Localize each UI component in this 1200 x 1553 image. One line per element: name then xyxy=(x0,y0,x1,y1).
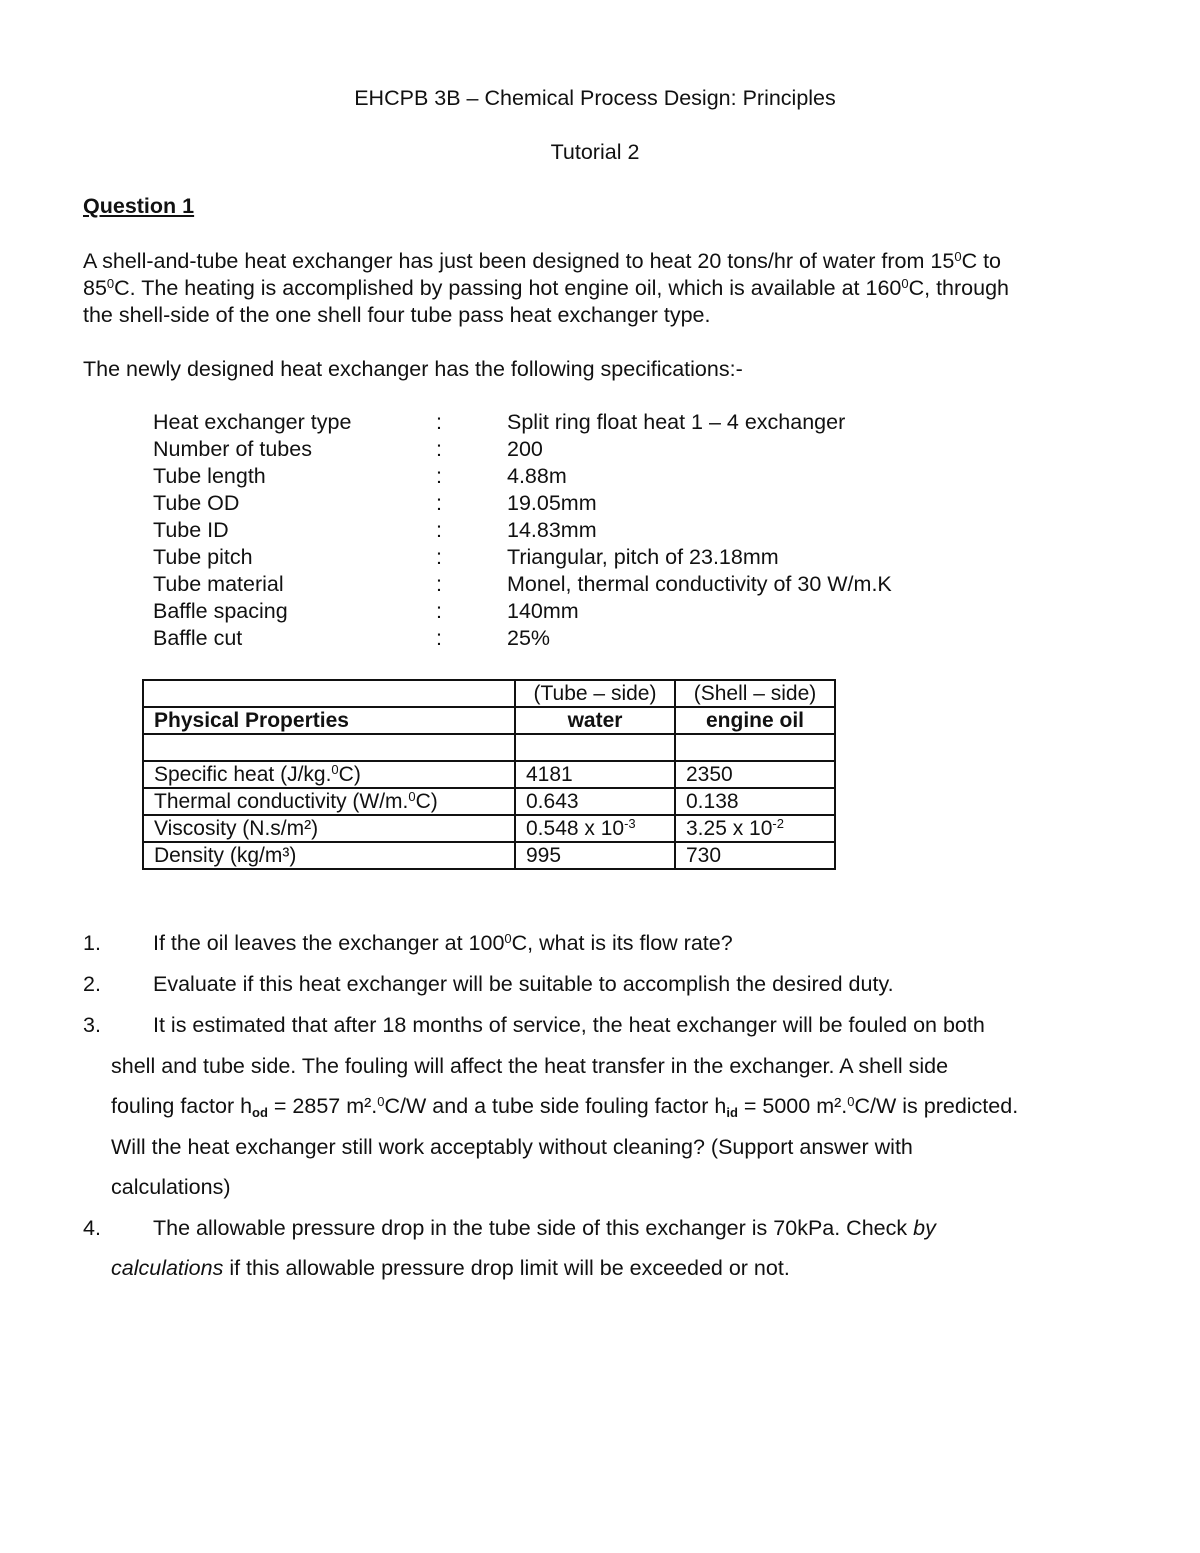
spec-colon: : xyxy=(436,518,442,542)
spec-colon: : xyxy=(436,572,442,596)
spec-colon: : xyxy=(436,599,442,623)
document-title: EHCPB 3B – Chemical Process Design: Principles xyxy=(354,86,836,110)
spec-colon: : xyxy=(436,464,442,488)
physical-properties-table xyxy=(142,679,836,870)
spec-label: Number of tubes xyxy=(153,437,312,461)
spec-label: Baffle spacing xyxy=(153,599,288,623)
task-text: fouling factor $h_{od} = 2857$ m².$^0$C/W and a tube side fouling factor $h_{id} = 5000$ m².$^0$C/W is predicted. xyxy=(111,1094,1019,1120)
table-cell: 730 xyxy=(675,842,835,869)
spec-label: Tube length xyxy=(153,464,266,488)
specs-intro: The newly designed heat exchanger has the following specifications:- xyxy=(83,357,743,381)
table-header-cell: (Tube – side) xyxy=(515,680,675,707)
degree-mark: 0 xyxy=(901,276,909,291)
table-cell xyxy=(143,680,515,707)
spec-colon: : xyxy=(436,545,442,569)
spec-value: Split ring float heat 1 – 4 exchanger xyxy=(507,410,846,434)
table-header-cell: (Shell – side) xyxy=(675,680,835,707)
spec-value: 25% xyxy=(507,626,551,650)
task-text: It is estimated that after 18 months of service, the heat exchanger will be fouled on both xyxy=(153,1013,985,1037)
task-text: calculations) xyxy=(111,1175,231,1199)
table-header-cell: water xyxy=(515,707,675,734)
intro-paragraph-line2: $85^0C$. The heating is accomplished by passing hot engine oil, which is available at $160^0C$, through xyxy=(83,276,1010,300)
task-text: The allowable pressure drop in the tube side of this exchanger is 70kPa. Check by xyxy=(153,1216,936,1240)
table-cell: 4181 xyxy=(515,761,675,788)
degree-mark: 0 xyxy=(954,249,962,264)
intro-paragraph-line1: A shell-and-tube heat exchanger has just been designed to heat 20 tons/hr of water from $15^0C$ to xyxy=(83,249,1001,273)
spec-colon: : xyxy=(436,437,442,461)
spec-value: 4.88m xyxy=(507,464,567,488)
table-header-cell: Physical Properties xyxy=(143,707,515,734)
task-text: shell and tube side. The fouling will affect the heat transfer in the exchanger. A shell side xyxy=(111,1054,949,1078)
table-cell: Viscosity (N.s/m²) xyxy=(143,815,515,842)
task-text: If the oil leaves the exchanger at $100^0C$, what is its flow rate? xyxy=(153,931,733,955)
table-header-row xyxy=(143,680,835,707)
table-cell xyxy=(515,734,675,761)
table-row xyxy=(143,815,835,842)
table-row xyxy=(143,842,835,869)
table-row xyxy=(143,734,835,761)
spec-colon: : xyxy=(436,410,442,434)
spec-value: 140mm xyxy=(507,599,579,623)
spec-value: Triangular, pitch of 23.18mm xyxy=(507,545,779,569)
document-subtitle: Tutorial 2 xyxy=(550,140,640,164)
table-cell: 0.548 x $10^{-3}$ xyxy=(515,815,675,842)
spec-colon: : xyxy=(436,626,442,650)
task-text: Evaluate if this heat exchanger will be suitable to accomplish the desired duty. xyxy=(153,972,894,996)
table-header-cell: engine oil xyxy=(675,707,835,734)
question-heading: Question 1 xyxy=(83,194,195,218)
table-row xyxy=(143,788,835,815)
table-cell xyxy=(675,734,835,761)
table-cell: Thermal conductivity (W/m.$^0$C) xyxy=(143,788,515,815)
table-cell: Specific heat (J/kg.$^0$C) xyxy=(143,761,515,788)
table-cell: Density (kg/m³) xyxy=(143,842,515,869)
spec-label: Tube OD xyxy=(153,491,240,515)
table-row xyxy=(143,761,835,788)
table-cell: 2350 xyxy=(675,761,835,788)
table-cell: 0.643 xyxy=(515,788,675,815)
table-cell: 0.138 xyxy=(675,788,835,815)
spec-value: 200 xyxy=(507,437,543,461)
task-text: Will the heat exchanger still work acceptably without cleaning? (Support answer with xyxy=(111,1135,913,1159)
spec-label: Tube material xyxy=(153,572,284,596)
spec-value: Monel, thermal conductivity of 30 W/m.K xyxy=(507,572,892,596)
task-text: calculations if this allowable pressure drop limit will be exceeded or not. xyxy=(111,1256,790,1280)
task-number: 3. xyxy=(83,1013,101,1037)
intro-paragraph-line3: the shell-side of the one shell four tube pass heat exchanger type. xyxy=(83,303,711,327)
spec-label: Tube ID xyxy=(153,518,229,542)
table-cell xyxy=(143,734,515,761)
table-cell: 995 xyxy=(515,842,675,869)
spec-label: Tube pitch xyxy=(153,545,253,569)
spec-label: Baffle cut xyxy=(153,626,243,650)
spec-value: 14.83mm xyxy=(507,518,597,542)
table-header-row xyxy=(143,707,835,734)
table-cell: 3.25 x $10^{-2}$ xyxy=(675,815,835,842)
task-number: 2. xyxy=(83,972,101,996)
degree-mark: 0 xyxy=(106,276,115,291)
task-number: 4. xyxy=(83,1216,101,1240)
spec-label: Heat exchanger type xyxy=(153,410,352,434)
spec-value: 19.05mm xyxy=(507,491,597,515)
spec-colon: : xyxy=(436,491,442,515)
task-number: 1. xyxy=(83,931,101,955)
